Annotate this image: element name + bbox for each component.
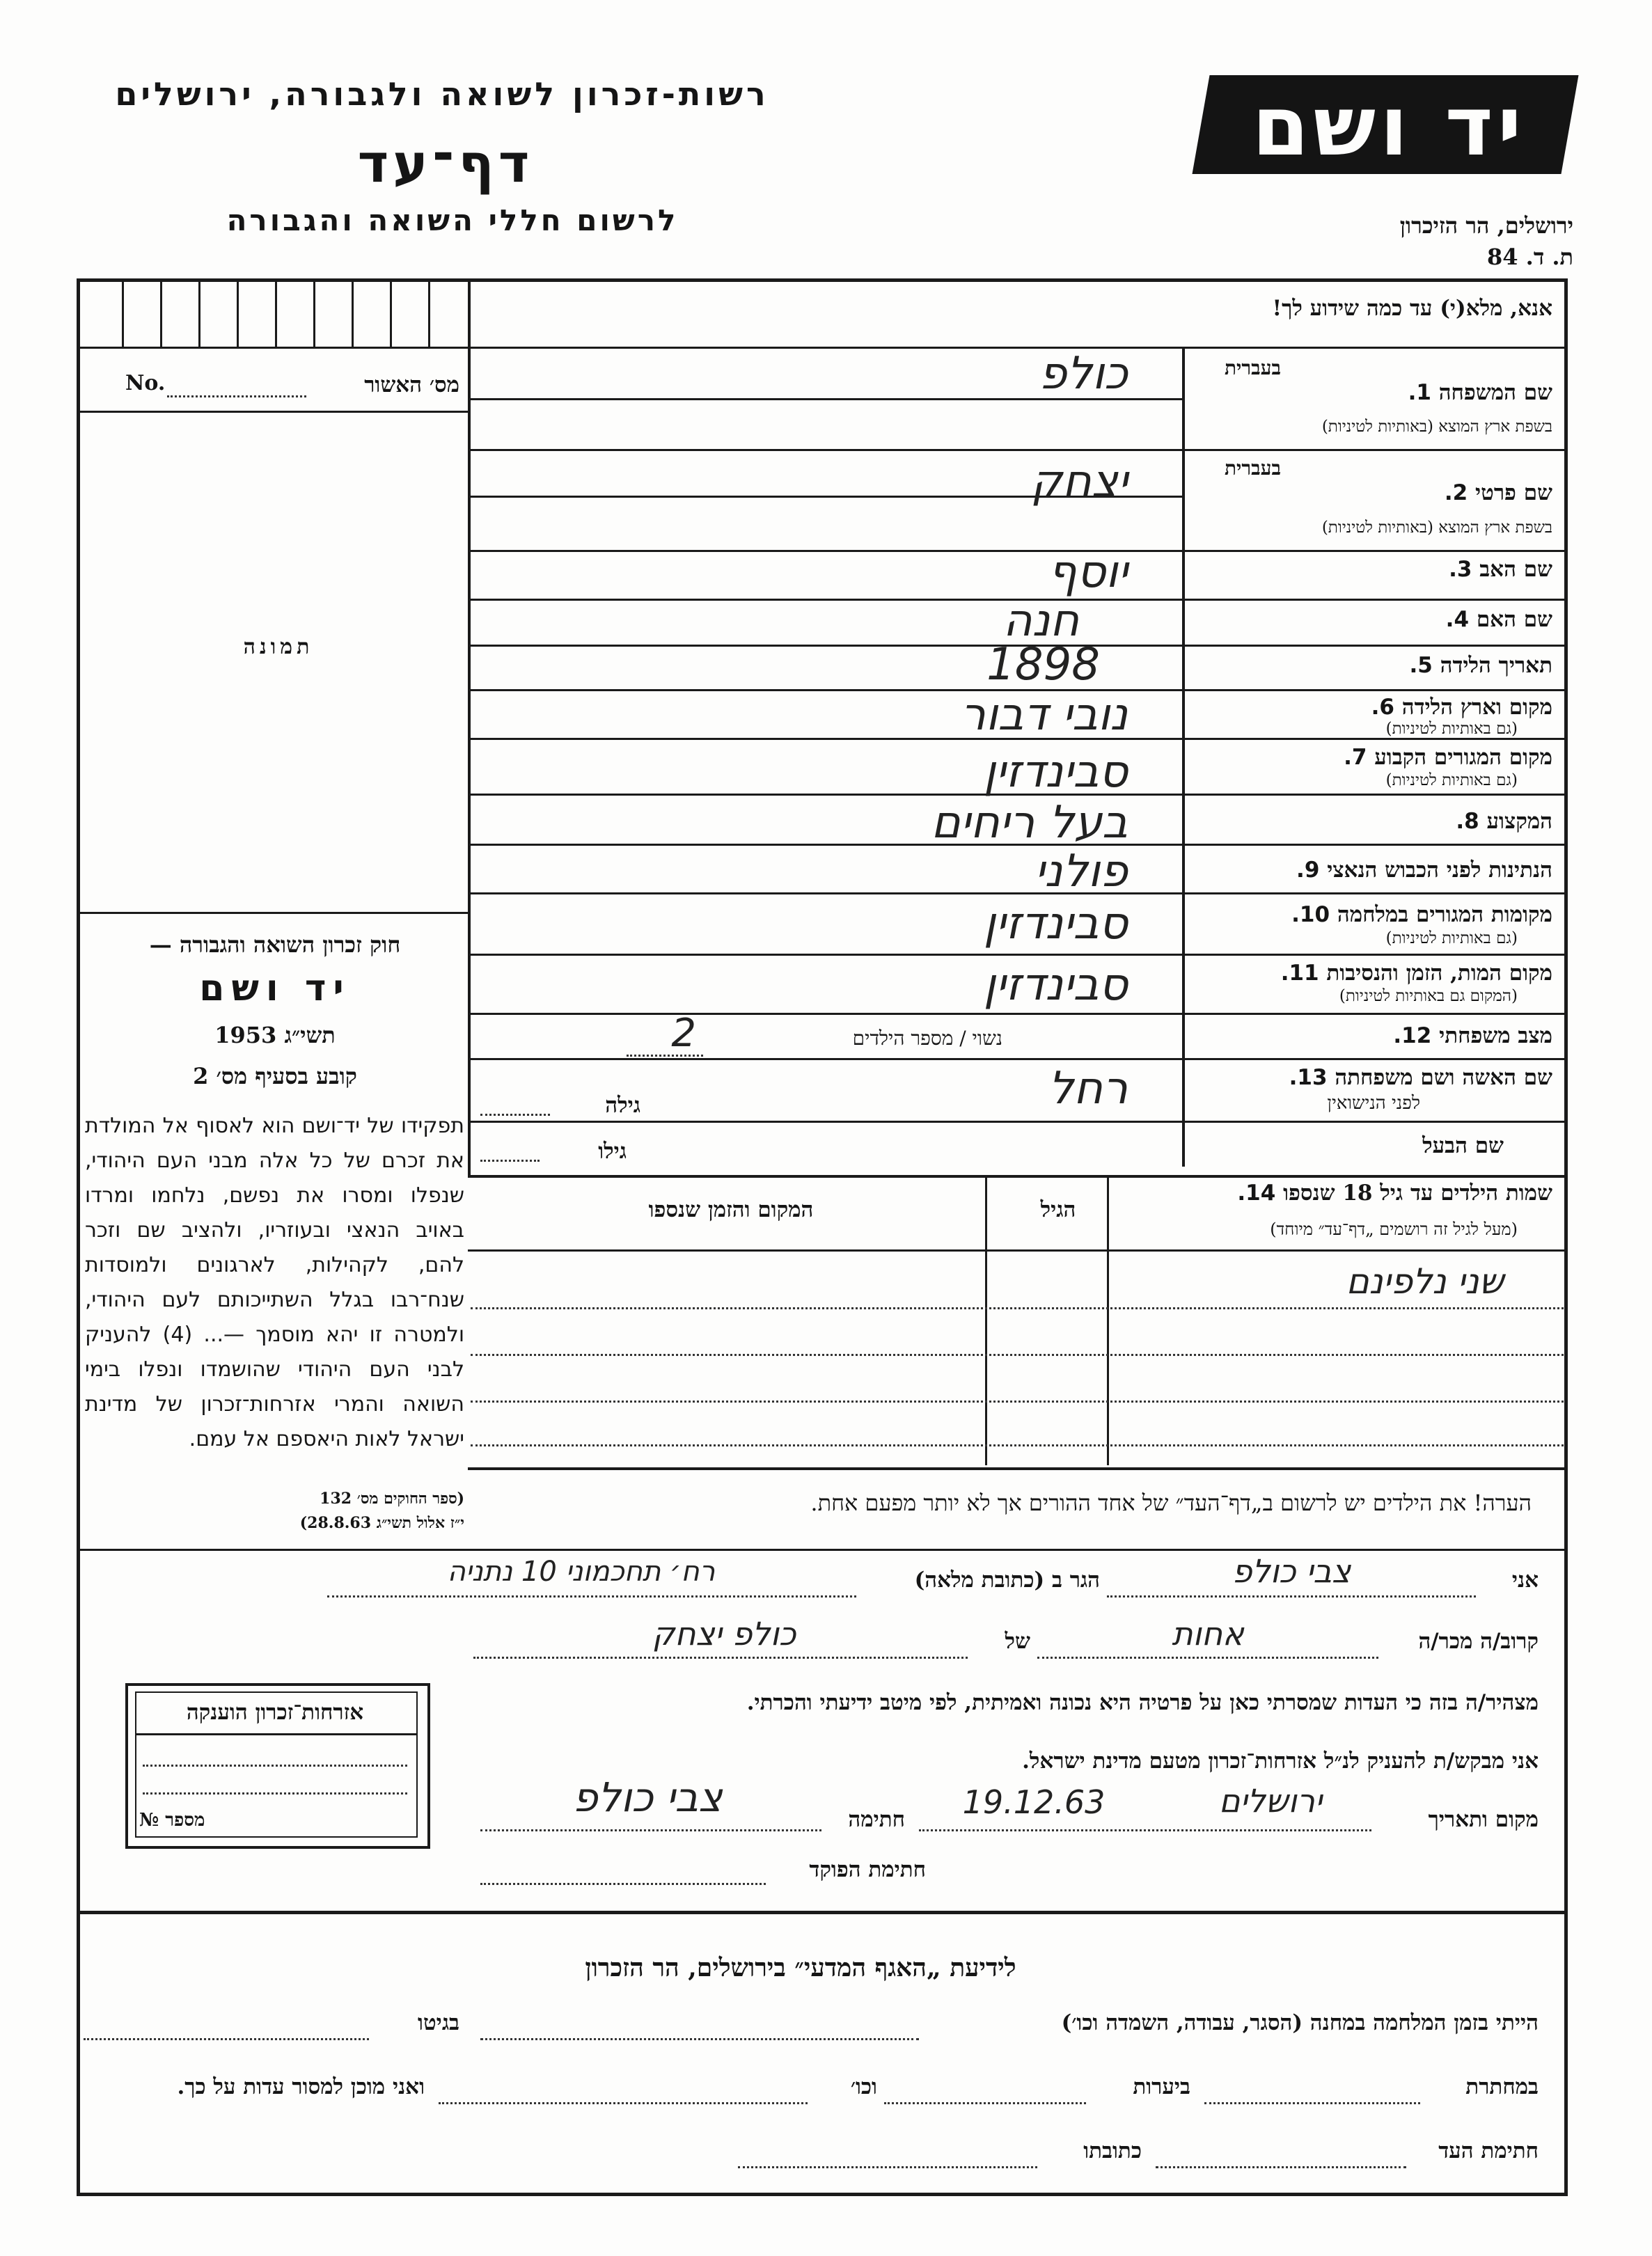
f13-note: לפני הנישואין [1327,1093,1420,1114]
f6-birthplace-value[interactable]: נובי דבור [960,689,1128,741]
approval-number-field[interactable] [167,395,306,397]
f5-number: 5. [1409,653,1433,678]
f5-label [1211,653,1552,678]
decl-officer-line [480,1883,766,1885]
f1-hebrew-label: בעברית [1224,356,1281,379]
f4-number: 4. [1445,607,1470,632]
yad-vashem-logo: יד ושם [1252,78,1526,174]
code-box-divider [237,278,239,347]
citizenship-title: אזרחות־זכרון הוענקה [186,1700,364,1725]
row-divider [1183,954,1566,956]
code-box-divider [160,278,162,347]
f2-first-name-value[interactable]: יצחק [1030,456,1128,507]
f5-birth-date-value[interactable]: 1898 [986,639,1100,691]
f13-label-text: שם האשה ושם משפחתה [1335,1065,1552,1090]
f3-label-text: שם האב [1479,557,1552,582]
children-row-line [471,1307,1564,1309]
citizenship-number-label: מספר № [139,1810,205,1831]
footer-forests-line[interactable] [884,2102,1086,2104]
law-year: תשי״ג 1953 [214,1022,336,1048]
decl-place-value[interactable]: ירושלים [1218,1782,1323,1820]
f10-label [1197,902,1552,927]
citizenship-row-line-2 [143,1792,407,1794]
children-col-divider-2 [985,1176,987,1465]
f9-label-text: הנתינות לפני הכבוש הנאצי [1327,858,1552,883]
code-box-divider [198,278,200,347]
remark-top-line [468,1467,1566,1470]
decl-of-label: של [1005,1629,1030,1654]
row-divider [1183,844,1566,846]
f1-family-name-value[interactable]: כולפ [1039,348,1128,400]
row-divider [1183,645,1566,647]
f7-residence-value[interactable]: סבינדזין [983,746,1128,798]
footer-top-line [77,1911,1568,1914]
remark-text: הערה! את הילדים יש לרשום ב„דף־העד״ של אחד ההורים אך לא יותר מפעם אחת. [810,1490,1532,1516]
citizenship-row-line [143,1765,407,1767]
f12-label-text: מצב משפחתי [1439,1023,1552,1048]
f7-label [1211,745,1552,770]
value-line [471,1013,1182,1015]
f14-note: (מעל לגיל זה רושמים „דף־עד״ מיוחד) [1270,1220,1518,1239]
approval-label: מס׳ האשור [364,372,459,397]
f12-options: נשוי / מספר הילדים [852,1027,1002,1050]
f8-label [1211,809,1552,834]
decl-place-date-line [919,1829,1371,1831]
f12-number: 12. [1393,1023,1432,1048]
decl-signature-line [480,1829,821,1831]
frame-bottom [77,2193,1568,2196]
page-title: דף־עד [357,132,534,194]
footer-etc-line[interactable] [439,2102,808,2104]
decl-officer-label: חתימת הפוקד [809,1857,926,1882]
f4-label [1211,607,1552,632]
code-box-divider [428,278,430,347]
children-row-line [471,1401,1564,1403]
decl-of-value[interactable]: כולפ יצחק [652,1615,796,1652]
f9-nationality-value[interactable]: פולני [1035,846,1128,897]
f1-number: 1. [1408,380,1431,405]
decl-date-value[interactable]: 19.12.63 [962,1783,1106,1821]
code-box-divider [275,278,277,347]
photo-top-line [77,411,470,413]
row-divider [1183,449,1566,451]
f9-number: 9. [1296,858,1320,883]
f2-hebrew-label: בעברית [1224,457,1281,480]
footer-ghetto-label: בגיטו [418,2010,459,2035]
row-divider [1183,1121,1566,1123]
left-column-divider [468,278,471,1176]
f2-number: 2. [1444,480,1468,505]
code-box-divider [390,278,392,347]
f4-mother-name-value[interactable]: חנה [1002,595,1079,647]
f12-count-line [627,1055,703,1057]
footer-forests-label: ביערות [1133,2074,1190,2099]
footer-ghetto-line[interactable] [84,2038,369,2040]
law-title: חוק זכרון השואה והגבורה — [149,931,401,958]
f11-label [1197,961,1552,986]
f5-label-text: תאריך הלידה [1440,653,1552,678]
f12-label [1211,1023,1552,1048]
footer-witness-sig-label: חתימת העד [1438,2138,1539,2163]
f8-profession-value[interactable]: בעל ריחים [931,797,1128,849]
footer-etc-label: וכו׳ [850,2074,877,2099]
f7-label-text: מקום המגורים הקבוע [1374,745,1552,770]
f6-label-text: מקום וארץ הלידה [1401,695,1552,720]
children-col-divider-1 [1107,1176,1109,1465]
value-line [471,1058,1182,1060]
law-clause: קובע בסעיף מס׳ 2 [193,1063,357,1089]
decl-of-line [473,1657,968,1659]
f11-death-place-value[interactable]: סבינדזין [983,959,1128,1011]
footer-ready-text: ואני מוכן למסור עדות על כך. [177,2074,425,2099]
f9-label [1197,858,1552,883]
f11-number: 11. [1280,961,1319,986]
law-source-2: י״ז אלול תשי״ג 28.8.63) [299,1514,464,1532]
children-top-line [468,1175,1566,1178]
value-line [471,1121,1182,1123]
f11-label-text: מקום המות, הזמן והנסיבות [1326,961,1552,986]
row-divider [1183,738,1566,740]
decl-i-value[interactable]: צבי כולפ [1232,1552,1351,1590]
row-divider [1183,1058,1566,1060]
value-line [471,449,1182,451]
decl-relation-line [1037,1657,1378,1659]
f8-number: 8. [1456,809,1479,834]
f7-note: (גם באותיות לטיניות) [1385,771,1518,789]
footer-camp-text: הייתי בזמן המלחמה במחנה (הסגר, עבודה, השמדה וכו׳) [1061,2010,1539,2035]
footer-title: לידיעת „האגף המדעי״ בירושלים, הר הזכרון [585,1953,1016,1982]
code-box-divider [313,278,315,347]
f1-label [1211,380,1552,405]
row-divider [1183,599,1566,601]
row-divider [1183,892,1566,894]
children-header-line [468,1249,1566,1252]
photo-bottom-line [77,912,470,914]
children-age-header: הגיל [1040,1197,1076,1222]
f2-label [1211,480,1552,505]
children-place-header: המקום והזמן שנספו [648,1197,814,1222]
row-divider [1183,550,1566,552]
photo-placeholder-label: תמונה [243,635,314,659]
frame-right [1564,278,1568,2196]
row-divider [1183,1013,1566,1015]
code-box-divider [352,278,354,347]
law-name: יד ושם [199,968,351,1009]
f3-label [1211,557,1552,582]
decl-statement: מצהיר/ה בזה כי העדות שמסרתי כאן על פרטיה היא נכונה ואמיתית, לפי מיטב ידיעתי והכרתי. [746,1690,1539,1715]
footer-camp-line[interactable] [480,2038,919,2040]
approval-no-label: No. [125,371,166,395]
f1-label-text: שם המשפחה [1438,380,1552,405]
f13-label [1197,1065,1552,1090]
f6-number: 6. [1371,695,1394,720]
husband-label: שם הבעל [1422,1133,1504,1158]
f10-wartime-residence-value[interactable]: סבינדזין [983,898,1128,949]
f10-number: 10. [1291,902,1330,927]
f3-father-name-value[interactable]: יוסף [1048,546,1128,598]
decl-i-line [1107,1595,1476,1598]
children-row-line [471,1354,1564,1356]
law-body: תפקידו של יד־ושם הוא לאסוף אל המולדת את זכרם של כל אלה מבני העם היהודי, שנפלו ומסרו את נפשם, נלחמו ומרדו באויב הנאצי ובעוזריו, ולהציב שם וזכר להם, לקהילות, לארגונים ולמוסדות שנח־רבו בגלל השתייכותם לעם היהודי, ולמטרה זו יהא מוסמך —... (4) להעניק לבני העם היהודי שהושמדו ונפלו בימי השואה והמרי אזרחות־זכרון של מדינת ישראל לאות היאספם אל עמם. [85,1114,464,1451]
footer-underground-line[interactable] [1204,2102,1420,2104]
f13-age-field[interactable] [480,1114,550,1116]
remark-bottom-line [77,1549,1568,1551]
f7-number: 7. [1344,745,1367,770]
authority-name: רשות-זכרון לשואה ולגבורה, ירושלים [115,75,769,113]
citizenship-title-line [135,1733,418,1735]
f6-label [1211,695,1552,720]
f2-latin-label: בשפת ארץ המוצא (באותיות לטיניות) [1321,519,1552,537]
frame-top [77,278,1568,282]
children-names-value[interactable]: שני נלפינם [1346,1261,1504,1302]
law-source-1: (ספר החוקים מס׳ 132 [320,1490,464,1508]
decl-i-label: אני [1511,1568,1539,1593]
f14-number: 14. [1237,1181,1276,1206]
decl-address-line [327,1595,856,1598]
value-line [471,954,1182,956]
f11-note: (המקום גם באותיות לטיניות) [1339,987,1518,1005]
f13-number: 13. [1289,1065,1328,1090]
f4-label-text: שם האם [1476,607,1552,632]
footer-address-label: כתובתו [1083,2138,1142,2163]
husband-age-field[interactable] [480,1160,540,1162]
f8-label-text: המקצוע [1486,809,1552,834]
decl-resides-label: הגר ב (כתובת מלאה) [914,1568,1100,1593]
page-subtitle: לרשום חללי השואה והגבורה [226,203,679,237]
decl-relative-label: קרוב/ה מכר/ה [1418,1629,1539,1654]
f6-note: (גם באותיות לטיניות) [1385,720,1518,738]
decl-place-date-label: מקום ותאריך [1428,1807,1539,1832]
intro-text: אנא, מלא(י) עד כמה שידוע לך! [1272,296,1552,321]
husband-age-label: גילו [598,1139,627,1164]
footer-underground-label: במחתרת [1465,2074,1539,2099]
f13-age-label: גילה [605,1093,640,1118]
decl-signature-label: חתימה [848,1807,905,1832]
f10-note: (גם באותיות לטיניות) [1385,929,1518,947]
f13-wife-name-value[interactable]: רחל [1048,1063,1128,1114]
footer-address-line[interactable] [738,2166,1037,2168]
f14-label-text: שמות הילדים עד גיל 18 שנספו [1283,1181,1552,1206]
f1-latin-label: בשפת ארץ המוצא (באותיות לטיניות) [1321,418,1552,436]
decl-address-value[interactable]: רח׳ תחכמוני 10 נתניה [447,1556,716,1588]
address: ירושלים, הר הזיכרון [1399,212,1573,239]
decl-signature-value[interactable]: צבי כולפ [572,1774,723,1821]
intro-divider [77,347,1568,349]
footer-witness-sig-line[interactable] [1156,2166,1406,2168]
decl-relation-value[interactable]: אחות [1172,1615,1244,1652]
row-divider [1183,794,1566,796]
f10-label-text: מקומות המגורים במלחמה [1337,902,1552,927]
row-divider [1183,689,1566,691]
label-column-divider [1182,347,1185,1167]
po-box: ת. ד. 84 [1487,244,1573,270]
f3-number: 3. [1449,557,1472,582]
f12-children-count-value[interactable]: 2 [671,1011,696,1056]
code-box-divider [122,278,124,347]
frame-left [77,278,80,2196]
children-row-line [471,1444,1564,1446]
f14-label [1128,1181,1552,1206]
decl-request: אני מבקש/ת להעניק לנ״ל אזרחות־זכרון מטעם מדינת ישראל. [1022,1749,1539,1774]
f2-label-text: שם פרטי [1474,480,1552,505]
